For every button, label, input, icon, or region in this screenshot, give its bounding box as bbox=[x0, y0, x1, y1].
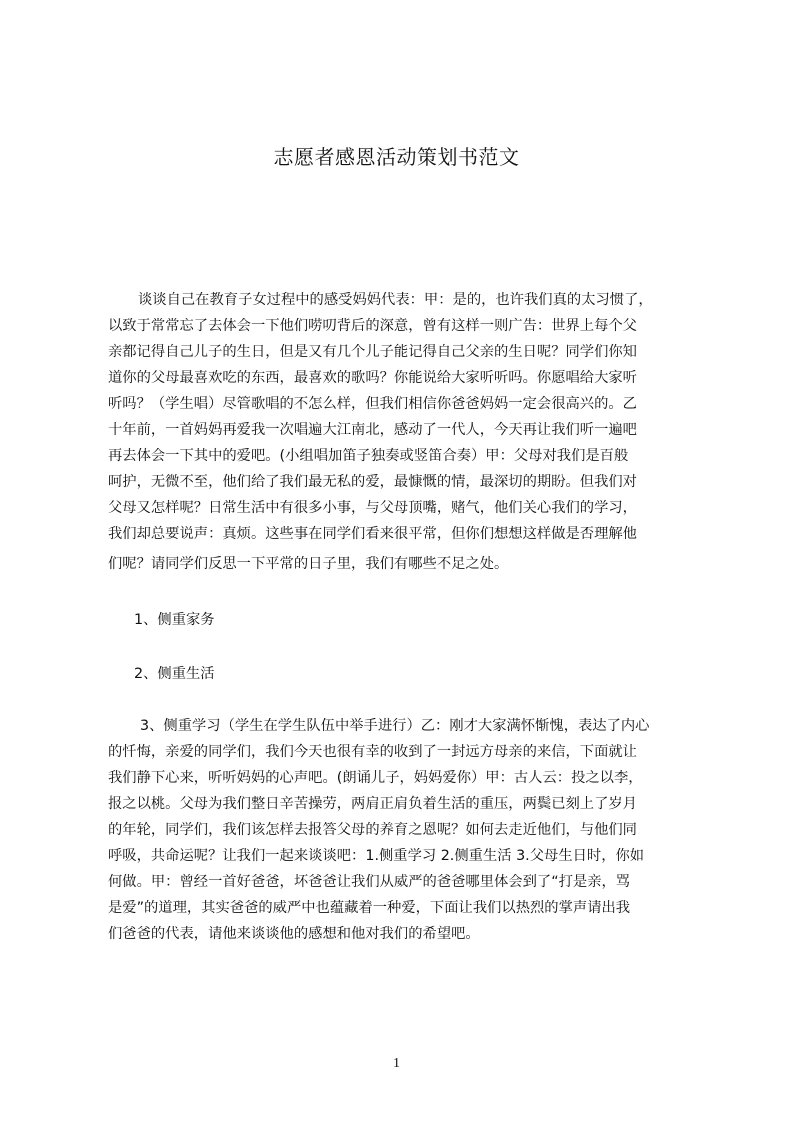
paragraph-line: 父母又怎样呢？日常生活中有很多小事，与父母顶嘴，赌气，他们关心我们的学习， bbox=[108, 500, 637, 516]
paragraph-line: 我们静下心来，听听妈妈的心声吧。(朗诵儿子，妈妈爱你）甲：古人云：投之以李， bbox=[108, 770, 643, 786]
paragraph-line: 呼吸，共命运呢？让我们一起来谈谈吧：1.侧重学习 2.侧重生活 3.父母生日时，你如 bbox=[108, 848, 645, 864]
paragraph-line: 们呢？请同学们反思一下平常的日子里，我们有哪些不足之处。 bbox=[108, 556, 509, 572]
paragraph-line: 的年轮，同学们，我们该怎样去报答父母的养育之恩呢？如何去走近他们，与他们同 bbox=[108, 822, 637, 838]
paragraph-line: 何做。甲：曾经一首好爸爸，坏爸爸让我们从威严的爸爸哪里体会到了“打是亲，骂 bbox=[108, 874, 631, 890]
paragraph-line: 是爱”的道理，其实爸爸的威严中也蕴藏着一种爱，下面让我们以热烈的掌声请出我 bbox=[108, 900, 631, 916]
paragraph-line: 道你的父母最喜欢吃的东西，最喜欢的歌吗？你能说给大家听听吗。你愿唱给大家听 bbox=[108, 370, 637, 386]
list-item-housework: 1、侧重家务 bbox=[134, 612, 215, 628]
paragraph-line: 呵护，无微不至，他们给了我们最无私的爱，最慷慨的情，最深切的期盼。但我们对 bbox=[108, 474, 637, 490]
paragraph-line: 谈谈自己在教育子女过程中的感受妈妈代表：甲：是的，也许我们真的太习惯了， bbox=[138, 292, 653, 308]
paragraph-line: 的忏悔，亲爱的同学们，我们今天也很有幸的收到了一封远方母亲的来信，下面就让 bbox=[108, 744, 637, 760]
paragraph-line: 听吗？（学生唱）尽管歌唱的不怎么样，但我们相信你爸爸妈妈一定会很高兴的。乙 bbox=[108, 396, 637, 412]
list-item-life: 2、侧重生活 bbox=[134, 666, 215, 682]
paragraph-line: 3、侧重学习（学生在学生队伍中举手进行）乙：刚才大家满怀惭愧，表达了内心 bbox=[140, 718, 650, 734]
page-number: 1 bbox=[393, 1056, 400, 1071]
paragraph-line: 以致于常常忘了去体会一下他们唠叨背后的深意，曾有这样一则广告：世界上每个父 bbox=[108, 318, 637, 334]
paragraph-line: 报之以桃。父母为我们整日辛苦操劳，两肩正肩负着生活的重压，两鬓已刻上了岁月 bbox=[108, 796, 637, 812]
paragraph-line: 们爸爸的代表，请他来谈谈他的感想和他对我们的希望吧。 bbox=[108, 926, 480, 942]
paragraph-line: 十年前，一首妈妈再爱我一次唱遍大江南北，感动了一代人，今天再让我们听一遍吧 bbox=[108, 422, 637, 438]
paragraph-line: 我们却总要说声：真烦。这些事在同学们看来很平常，但你们想想这样做是否理解他 bbox=[108, 526, 637, 542]
document-title: 志愿者感恩活动策划书范文 bbox=[273, 145, 520, 169]
paragraph-line: 亲都记得自己儿子的生日，但是又有几个儿子能记得自己父亲的生日呢？同学们你知 bbox=[108, 344, 637, 360]
paragraph-line: 再去体会一下其中的爱吧。(小组唱加笛子独奏或竖笛合奏）甲：父母对我们是百般 bbox=[108, 448, 629, 464]
